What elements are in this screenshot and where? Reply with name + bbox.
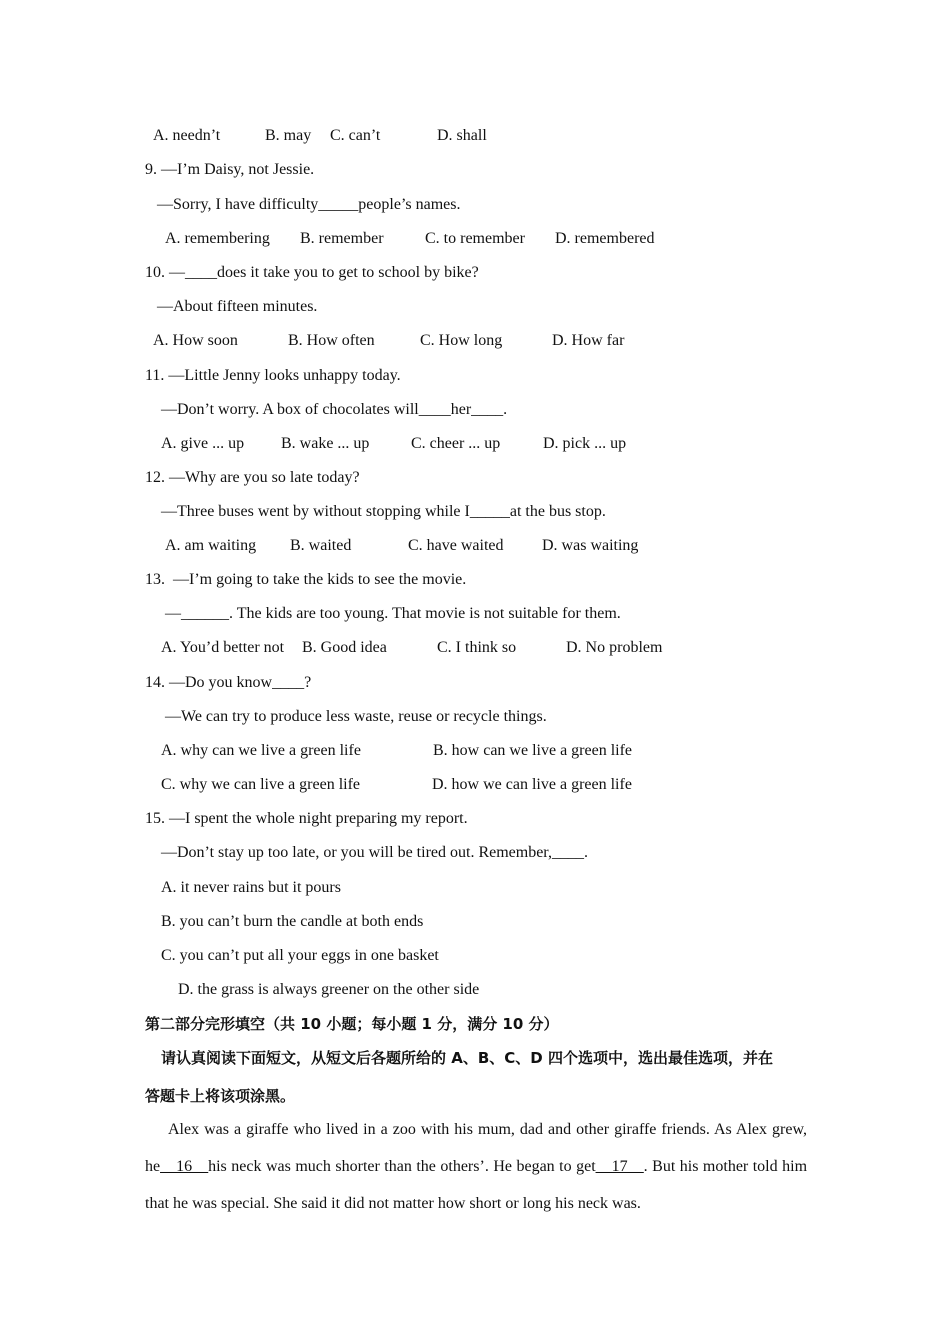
q14-option-a: A. why can we live a green life bbox=[161, 742, 361, 759]
q9-prompt: 9. —I’m Daisy, not Jessie. bbox=[145, 161, 315, 178]
q12-prompt: 12. —Why are you so late today? bbox=[145, 469, 360, 486]
passage-part2: his neck was much shorter than the others’. He began to get bbox=[208, 1158, 596, 1175]
q12-response: —Three buses went by without stopping while I_____at the bus stop. bbox=[161, 503, 606, 520]
q11-response: —Don’t worry. A box of chocolates will____her____. bbox=[161, 401, 508, 418]
q9-option-d: D. remembered bbox=[555, 230, 655, 247]
q12-option-d: D. was waiting bbox=[542, 537, 639, 554]
q8-option-c: C. can’t bbox=[330, 127, 381, 144]
q10-response: —About fifteen minutes. bbox=[157, 298, 318, 315]
q9-option-a: A. remembering bbox=[165, 230, 270, 247]
section-title: 第二部分完形填空（共 10 小题；每小题 1 分，满分 10 分） bbox=[145, 1015, 559, 1033]
section-instruction-line2: 答题卡上将该项涂黑。 bbox=[145, 1087, 296, 1105]
q10-option-b: B. How often bbox=[288, 332, 375, 349]
q15-option-a: A. it never rains but it pours bbox=[161, 879, 341, 896]
q15-prompt: 15. —I spent the whole night preparing my report. bbox=[145, 810, 468, 827]
q15-option-c: C. you can’t put all your eggs in one basket bbox=[161, 947, 439, 964]
q11-prompt: 11. —Little Jenny looks unhappy today. bbox=[145, 367, 401, 384]
q13-option-a: A. You’d better not bbox=[161, 639, 285, 656]
q14-option-d: D. how we can live a green life bbox=[432, 776, 632, 793]
blank-16: __16__ bbox=[160, 1158, 209, 1175]
q10-option-d: D. How far bbox=[552, 332, 625, 349]
blank-17: __17__ bbox=[595, 1158, 644, 1175]
q8-option-d: D. shall bbox=[437, 127, 487, 144]
passage-part1: Alex was a giraffe who lived in a zoo with his mum, dad and other giraffe friends. As Alex grew, he bbox=[145, 1121, 807, 1175]
q14-response: —We can try to produce less waste, reuse or recycle things. bbox=[165, 708, 547, 725]
q10-option-a: A. How soon bbox=[153, 332, 238, 349]
q9-option-b: B. remember bbox=[300, 230, 384, 247]
q13-response: —______. The kids are too young. That movie is not suitable for them. bbox=[165, 605, 621, 622]
q14-option-c: C. why we can live a green life bbox=[161, 776, 361, 793]
q11-option-a: A. give ... up bbox=[161, 435, 245, 452]
q11-option-d: D. pick ... up bbox=[543, 435, 627, 452]
section-instruction-line1: 请认真阅读下面短文，从短文后各题所给的 A、B、C、D 四个选项中，选出最佳选项，并在 bbox=[161, 1049, 773, 1067]
q8-option-a: A. needn’t bbox=[153, 127, 221, 144]
q12-option-c: C. have waited bbox=[408, 537, 504, 554]
q13-prompt: 13. —I’m going to take the kids to see the movie. bbox=[145, 571, 467, 588]
q15-option-b: B. you can’t burn the candle at both ends bbox=[161, 913, 424, 930]
q15-response: —Don’t stay up too late, or you will be tired out. Remember,____. bbox=[161, 844, 588, 861]
q9-option-c: C. to remember bbox=[425, 230, 525, 247]
q15-option-d: D. the grass is always greener on the other side bbox=[178, 981, 480, 998]
cloze-passage bbox=[145, 1111, 807, 1222]
q13-option-d: D. No problem bbox=[566, 639, 663, 656]
q11-option-c: C. cheer ... up bbox=[411, 435, 501, 452]
q10-prompt: 10. —____does it take you to get to school by bike? bbox=[145, 264, 479, 281]
q12-option-a: A. am waiting bbox=[165, 537, 257, 554]
passage-part3: . But his mother told him that he was special. She said it did not matter how short or long his neck was. bbox=[145, 1158, 808, 1212]
q11-option-b: B. wake ... up bbox=[281, 435, 370, 452]
q13-option-c: C. I think so bbox=[437, 639, 517, 656]
q10-option-c: C. How long bbox=[420, 332, 503, 349]
q14-option-b: B. how can we live a green life bbox=[433, 742, 633, 759]
q14-prompt: 14. —Do you know____? bbox=[145, 674, 312, 691]
q8-option-b: B. may bbox=[265, 127, 312, 144]
q12-option-b: B. waited bbox=[290, 537, 352, 554]
q13-option-b: B. Good idea bbox=[302, 639, 387, 656]
q9-response: —Sorry, I have difficulty_____people’s names. bbox=[157, 196, 461, 213]
